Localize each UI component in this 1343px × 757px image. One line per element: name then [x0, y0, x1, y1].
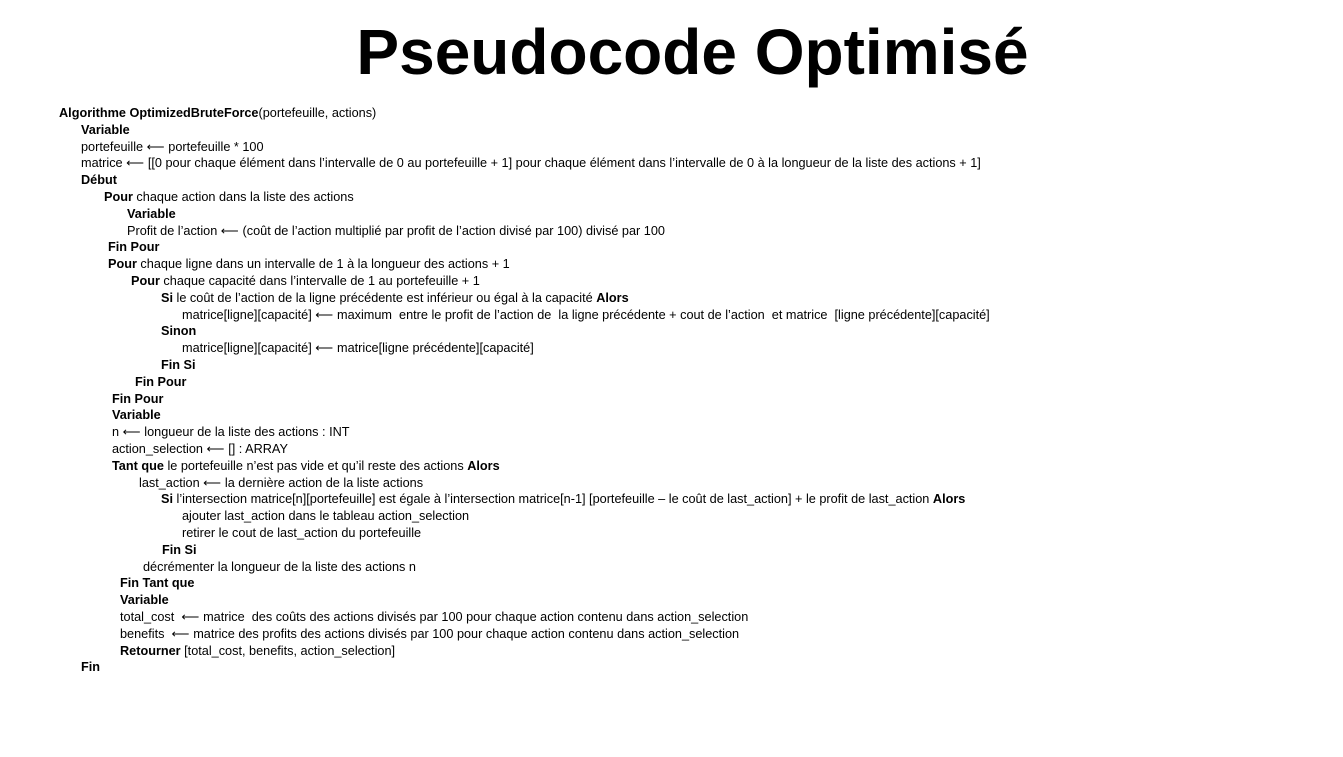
code-line	[139, 475, 423, 492]
keyword: Fin Pour	[135, 374, 187, 389]
code-text: total_cost ⟵ matrice des coûts des actions divisés par 100 pour chaque action contenu dans action_selection	[120, 610, 749, 624]
keyword: Variable	[81, 122, 130, 137]
code-line	[143, 559, 416, 576]
keyword: Alors	[467, 458, 500, 473]
code-line	[81, 659, 100, 676]
code-line	[112, 391, 163, 408]
code-line	[127, 223, 665, 240]
keyword: Tant que	[112, 458, 164, 473]
code-line	[81, 155, 981, 172]
code-text: ajouter last_action dans le tableau action_selection	[182, 509, 470, 524]
keyword: Algorithme OptimizedBruteForce	[59, 106, 259, 120]
code-line	[161, 491, 965, 508]
code-line	[81, 172, 117, 189]
keyword: Fin Pour	[108, 240, 160, 255]
keyword: Si	[161, 492, 173, 507]
code-text: matrice ⟵ [[0 pour chaque élément dans l’intervalle de 0 au portefeuille + 1] pour chaque élément dans l’intervalle de 0 à la longueur de la liste des actions + 1]	[81, 156, 981, 171]
code-line	[81, 122, 130, 139]
keyword: Fin Si	[162, 542, 197, 557]
keyword: Pour	[108, 257, 137, 272]
code-line	[120, 609, 748, 626]
keyword: Pour	[104, 190, 133, 204]
code-line	[112, 407, 161, 424]
code-text: chaque action dans la liste des actions	[132, 190, 354, 204]
code-line	[127, 206, 176, 223]
keyword: Fin Si	[161, 358, 196, 372]
code-text: l’intersection matrice[n][portefeuille] est égale à l’intersection matrice[n-1] [portefeuille – le coût de last_action] + le profit de last_action	[173, 492, 933, 507]
code-line	[104, 189, 354, 206]
code-line	[112, 458, 500, 475]
code-text: last_action ⟵ la dernière action de la liste actions	[139, 475, 424, 490]
keyword: Variable	[127, 206, 176, 221]
code-text: action_selection ⟵ [] : ARRAY	[112, 442, 288, 456]
keyword: Variable	[112, 408, 161, 423]
code-text: matrice[ligne][capacité] ⟵ matrice[ligne précédente][capacité]	[182, 341, 534, 356]
code-line	[182, 340, 534, 357]
code-line	[120, 575, 194, 592]
code-line	[162, 542, 197, 559]
keyword: Fin	[81, 660, 101, 675]
code-line	[108, 239, 159, 256]
keyword: Pour	[131, 274, 160, 288]
code-line	[161, 357, 196, 374]
keyword: Si	[161, 290, 173, 305]
keyword: Fin Pour	[112, 391, 164, 406]
code-line	[135, 374, 186, 391]
code-line	[182, 307, 990, 324]
code-text: le portefeuille n’est pas vide et qu’il reste des actions	[163, 458, 468, 473]
code-text: chaque capacité dans l’intervalle de 1 au portefeuille + 1	[159, 274, 480, 288]
code-text: (portefeuille, actions)	[258, 106, 377, 120]
code-line	[131, 273, 480, 290]
code-text: matrice[ligne][capacité] ⟵ maximum entre le profit de l’action de la ligne précédente + cout de l’action et matrice [ligne précédente][capacité]	[182, 307, 990, 322]
keyword: Sinon	[161, 324, 197, 339]
code-line	[59, 105, 376, 122]
code-text: chaque ligne dans un intervalle de 1 à la longueur des actions + 1	[136, 257, 510, 272]
code-line	[161, 290, 629, 307]
code-line	[112, 441, 288, 458]
code-text: portefeuille ⟵ portefeuille * 100	[81, 139, 264, 154]
code-line	[112, 424, 350, 441]
code-text: [total_cost, benefits, action_selection]	[180, 643, 396, 658]
code-line	[120, 626, 739, 643]
code-text: retirer le cout de last_action du portefeuille	[182, 526, 422, 540]
code-line	[81, 139, 264, 156]
code-line	[120, 643, 395, 660]
code-line	[120, 592, 169, 609]
page-title: Pseudocode Optimisé	[356, 16, 1029, 88]
keyword: Alors	[932, 492, 966, 507]
keyword: Fin Tant que	[120, 576, 195, 591]
code-text: Profit de l’action ⟵ (coût de l’action multiplié par profit de l’action divisé par 100) divisé par 100	[127, 223, 665, 238]
code-line	[182, 525, 421, 542]
code-line	[108, 256, 510, 273]
keyword: Retourner	[120, 643, 181, 658]
code-text: benefits ⟵ matrice des profits des actions divisés par 100 pour chaque action contenu dans action_selection	[120, 626, 740, 641]
code-line	[182, 508, 469, 525]
keyword: Début	[81, 173, 117, 188]
keyword: Alors	[596, 290, 629, 305]
code-text: décrémenter la longueur de la liste des actions n	[143, 559, 416, 574]
keyword: Variable	[120, 593, 169, 608]
code-text: n ⟵ longueur de la liste des actions : INT	[112, 425, 350, 440]
code-text: le coût de l’action de la ligne précédente est inférieur ou égal à la capacité	[173, 290, 597, 305]
code-line	[161, 323, 196, 340]
